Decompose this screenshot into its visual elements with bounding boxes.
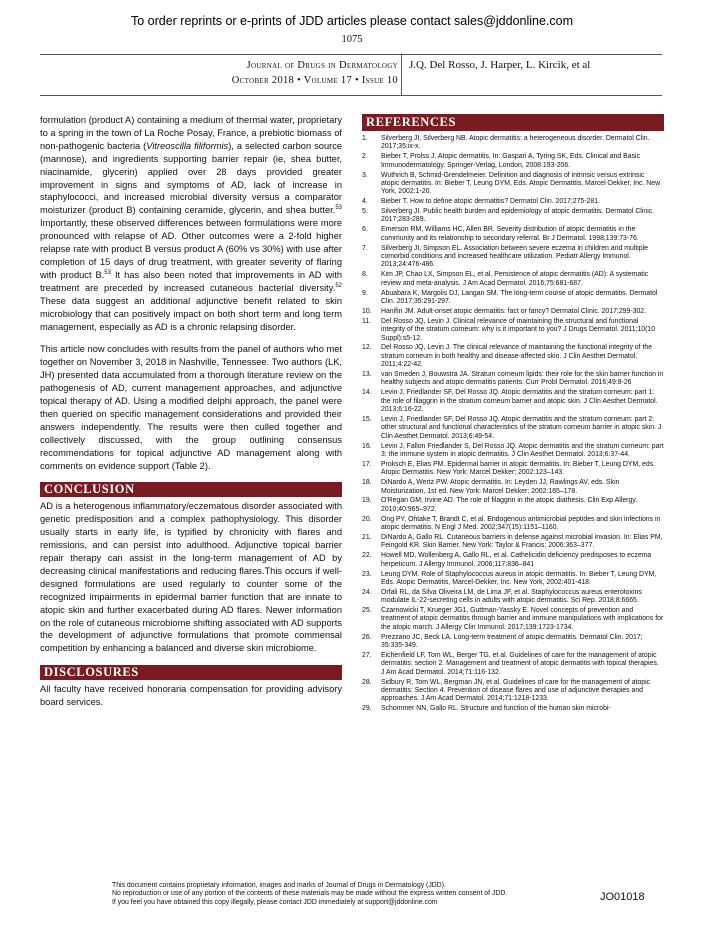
reference-number: 10. (362, 307, 372, 315)
reference-text: Levin J, Friedlander SF, Del Rosso JQ. Atopic dermatitis and the stratum corneum: part 1: the role of filaggrin in the stratum corneum barrier and atopic skin. J Clin Aesthet Dermatol. 2013;6:16-22. (381, 389, 658, 414)
body-paragraph-1: formulation (product A) containing a medium of thermal water, proprietary to a spring in the town of La Roche Posay, France, a prebiotic biomass of non-pathogenic bacteria (Vitreoscilla filiformis), a selected carbon source (mannose), and ingredients supporting barrier repair (ie, shea butter, niacinamide, glycerin) applied over 28 days provided greater improvement in signs and symptoms of AD, lack of increase in staphylococci, and increased microbial diversity versus a comparator moisturizer (product B) containing ceramide, glycerin, and shea butter.$^{53}$ Importantly, these observed differences between formulations were more pronounced with relapse of AD. Other outcomes were a 2-fold higher relapse rate with product B versus product A (60% vs 30%) with use after completion of 15 days of drug treatment, with greater severity of flaring with product B.$^{53}$ It has also been noted that improvements in AD with treatment are preceded by increased cutaneous bacterial diversity.$^{52}$ These data suggest an additional adjunctive benefit related to skin microbiology that can positively impact on both short term and long term management, especially as AD is a chronic relapsing disorder. (40, 115, 343, 332)
reference-text: Levin J, Fallon Friedlander S, Del Rosso JQ. Atopic dermatitis and the stratum corneum: part 3: the immune system in atopic dermatitis. J Clin Aesthet Dermatol. 2013;6:37-44. (381, 442, 664, 458)
reference-item (362, 589, 664, 606)
reference-item (362, 226, 664, 243)
reference-number: 16. (362, 442, 372, 450)
reference-number: 26. (362, 633, 372, 641)
body-paragraph-2: This article now concludes with results from the panel of authors who met together on November 3, 2018 in Nashville, Tennessee. Two authors (LK, JH) presented data accumulated from a thorough literature review on the pathogenesis of AD, current management approaches, and adjunctive topical therapy of AD. Using a modified delphi approach, the panel were then queried on specific management considerations and provided their answers independently. The results were then culled together and collectively discussed, with the group outlining consensus recommendations for topical adjunctive AD management along with comments on evidence support (Table 2). (40, 344, 342, 471)
reference-item (362, 172, 664, 197)
references-heading: REFERENCES (362, 114, 664, 131)
disclosures-heading: DISCLOSURES (40, 665, 342, 680)
reference-text: van Smeden J, Bouwstra JA. Stratum corneum lipids: their role for the skin barrier function in healthy subjects and atopic dermatitis patients. Curr Probl Dermatol. 2016;49:8-26 (381, 371, 664, 387)
reference-number: 20. (362, 515, 372, 523)
references-list (362, 135, 664, 714)
reference-text: Schommer NN, Gallo RL. Structure and function of the human skin microbi- (381, 705, 611, 713)
reference-number: 17. (362, 460, 372, 468)
reference-text: Del Rosso JQ, Levin J. The clinical relevance of maintaining the functional integrity of the stratum corneum in both healthy and disease-affected skin. J Clin Aesthet Dermatol. 2011;4:22-42. (381, 344, 653, 369)
reference-text: Proksch E, Elias PM. Epidermal barrier in atopic dermatitis. In: Bieber T, Leung DYM, eds. Atopic Dermatitis. New York: Marcel Dekker; 2002:123–143. (381, 460, 656, 477)
conclusion-paragraph: AD is a heterogenous inflammatory/eczematous disorder associated with genetic predisposition and a complex pathophysiology. This disorder usually starts in early life, is typified by chronicity with flares and remissions, and can persist into adulthood. Adjunctive topical barrier repair therapy can assist in the long-term management of AD by decreasing clinical manifestations and reducing flares.This occurs if well-designed formulations are used regularly to counter some of the recognized impairments in epidermal barrier function that are innate to atopic skin and further exacerbated during AD flares. Newer information on the role of cutaneous microbiome shifting associated with AD supports the development of adjunctive formulations that promote commensal competition by enhancing a balanced and diverse skin microbiome. (40, 501, 342, 654)
reference-number: 29. (362, 705, 372, 713)
reference-text: Wuthrich B, Schmid-Grendelmeier. Definition and diagnosis of intrinsic versus extrinsic atopic dermatitis. In: Bieber T, Leung DYM, Eds. Atopic Dermatitis, Marcel-Dekker, Inc. New York, 2002:1-20. (381, 171, 661, 196)
reference-number: 23. (362, 570, 372, 578)
reference-number: 8. (362, 271, 368, 279)
reference-number: 1. (362, 135, 368, 142)
reference-number: 3. (362, 171, 368, 179)
disclosures-paragraph: All faculty have received honoraria compensation for providing advisory board services. (40, 684, 342, 708)
reference-item (362, 371, 664, 388)
reference-item (362, 552, 664, 569)
reference-item (362, 153, 664, 170)
article-authors: J.Q. Del Rosso, J. Harper, L. Kircik, et al (409, 59, 591, 71)
page-number: 1075 (341, 34, 363, 45)
reference-number: 25. (362, 607, 372, 615)
reference-item (362, 318, 664, 343)
reference-item (362, 443, 664, 460)
reference-text: Del Rosso JQ, Levin J. Clinical relevance of maintaining the structural and functional integrity of the stratum corneum: why is it important to you? J Drugs Dermatol. 2011;10(10 Suppl):s5-12. (381, 317, 656, 342)
reference-number: 11. (362, 317, 372, 325)
reference-item (362, 571, 664, 588)
reference-text: Prezzano JC, Beck LA. Long-term treatment of atopic dermatitis. Dermatol Clin. 2017; 35:335-349. (381, 633, 643, 650)
reference-text: Orfali RL, da Silva Oliveira LM, de Lima JF, et al. Staphylococcus aureus enterotoxins modulate IL-22-secreting cells in adults with atopic dermatitis. Sci Rep. 2018;8:6665. (381, 588, 642, 605)
reference-text: DiNardo A, Gallo RL. Cutaneous barriers in defense against microbial invasion. In: Elias PM, Feingold KR. Skin Barrier. New York: Taylor & Francis; 2006:363–377. (381, 534, 663, 550)
footer-line: If you feel you have obtained this copy illegally, please contact JDD immediately at support@jddonline.com (112, 898, 438, 906)
reference-number: 19. (362, 497, 372, 505)
reference-number: 4. (362, 198, 368, 206)
reference-item (362, 607, 664, 632)
reference-text: Abuabara K, Margolis DJ, Langan SM. The long-term course of atopic dermatitis. Dermatol Clin. 2017;35:291-297. (381, 289, 658, 305)
reference-item (362, 245, 664, 270)
reference-item (362, 534, 664, 551)
reference-text: Howell MD, Wollenberg A, Gallo RL, et al. Cathelicidin deficiency predisposes to eczema herpeticum. J Allergy Immunol. 2006;117:836–841 (381, 552, 652, 568)
reference-text: Levin J, Friedlander SF, Del Rosso JQ. Atopic dermatitis and the stratum corneum: part 2: other structural and functional characteristics of the stratum corneum barrier in atopic skin. J Clin Aesthet Dermatol. 2013;6:49-54. (381, 415, 662, 440)
reference-text: Silverberg JI, Simpson EL. Association between severe eczema in children and multiple comorbid conditions and increased healthcare utilization. Pediatr Allergy Immunol. 2013;24:476-486. (381, 244, 648, 269)
reference-item (362, 198, 664, 206)
reference-item (362, 290, 664, 307)
reference-number: 6. (362, 226, 368, 234)
reference-number: 14. (362, 389, 372, 397)
journal-title: Journal of Drugs in Dermatology (246, 60, 398, 71)
reference-text: Silverberg JI. Public health burden and epidemiology of atopic dermatitis. Dermatol Clinic. 2017;283-289. (381, 208, 655, 224)
reference-number: 5. (362, 208, 368, 216)
masthead (40, 54, 662, 96)
reference-text: Czarnowicki T, Krueger JG1, Guttman-Yassky E. Novel concepts of prevention and treatment of atopic dermatitis through barrier and immune manipulations with implications for the atopic march. J Allergy Clin Immunol. 2017;139:1723-1734. (381, 607, 664, 631)
reference-item (362, 652, 664, 677)
reference-item (362, 516, 664, 533)
reference-number: 24. (362, 588, 372, 596)
reference-text: Silverberg JI, Silverberg NB. Atopic dermatitis: a heterogeneous disorder. Dermatol Clin. 2017;35:ix-x. (381, 135, 650, 151)
references-section (362, 114, 664, 715)
reference-number: 13. (362, 371, 372, 379)
document-code: JO01018 (600, 891, 645, 903)
reference-item (362, 705, 664, 713)
reference-item (362, 389, 664, 414)
reference-number: 12. (362, 344, 372, 352)
reference-text: Leung DYM. Role of Staphylococcus aureus in atopic dermatitis. In: Bieber T, Leung DYM, Eds. Atopic Dermatitis, Marcel-Dekker, Inc. New York, 2002:401-418. (381, 570, 657, 586)
reference-number: 18. (362, 479, 372, 487)
reference-number: 28. (362, 678, 372, 686)
reference-item (362, 208, 664, 225)
reference-item (362, 135, 664, 152)
reference-text: DiNardo A, Wertz PW. Atopic dermatitis. In: Leyden JJ, Rawlings AV, eds. Skin Moisturization, 1st ed. New York: Marcel Dekker; 2002:165–178. (381, 479, 620, 495)
reference-text: Emerson RM, Williams HC, Allen BR. Severity distribution of atopic dermatitis in the community and its relationship to secondary referral. Br J Dermatol. 1998;139:73-76. (381, 226, 639, 242)
reference-text: Hanifin JM. Adult-onset atopic dermatitis: fact or fancy? Dermatol Clinic. 2017;299-302. (381, 307, 647, 315)
reference-text: O'Regan GM, Irvine AD. The role of filaggrin in the atopic diathesis. Clin Exp Allergy. 2010;40:965–972. (381, 497, 638, 513)
reference-number: 2. (362, 153, 368, 161)
reference-item (362, 271, 664, 288)
reference-number: 27. (362, 652, 372, 660)
reference-number: 9. (362, 289, 368, 297)
reference-item (362, 497, 664, 514)
reference-text: Sidbury R, Tom WL, Bergman JN, et al. Guidelines of care for the management of atopic dermatitis: Section 4. Prevention of disease flares and use of adjunctive therapies and approaches. J Am Acad Dermatol. 2014;71:1218-1233. (381, 678, 651, 703)
reference-text: Ong PY, Ohtake T, Brandt C, et al. Endogenous antimicrobial peptides and skin infections in atopic dermatitis. N Engl J Med. 2002;347(15):1151–1160. (381, 515, 661, 532)
reference-item (362, 344, 664, 369)
copyright-footer (112, 882, 582, 907)
reference-text: Bieber T, Prolss J. Atopic dermatitis. In: Gaspari A, Tyring SK, Eds. Clinical and Basic Immunodermatology. Springer-Verlag, London, 2008:193-206. (381, 153, 641, 169)
reference-item (362, 461, 664, 478)
masthead-divider (401, 55, 402, 95)
journal-info (140, 58, 398, 88)
reference-item (362, 479, 664, 496)
reference-number: 15. (362, 415, 372, 423)
reprint-notice: To order reprints or e-prints of JDD articles please contact sales@jddonline.com (130, 14, 574, 28)
reference-number: 7. (362, 244, 368, 252)
reference-item (362, 634, 664, 651)
reference-number: 21. (362, 534, 372, 541)
reference-text: Eichenfield LF, Tom WL, Berger TG, et al. Guidelines of care for the management of atopic dermatitis: section 2. Management and treatment of atopic dermatitis with topical therapies. J Am Acad Dermatol. 2014;71:116-132. (381, 652, 659, 676)
footer-line: This document contains proprietary information, images and marks of Journal of Drugs in Dermatology (JDD). (112, 882, 446, 889)
reference-item (362, 416, 664, 441)
conclusion-heading: CONCLUSION (40, 482, 342, 497)
reference-text: Bieber T. How to define atopic dermatitis? Dermatol Clin. 2017;275-281. (381, 198, 600, 206)
reference-item (362, 308, 664, 316)
reference-text: Kim JP, Chao LX, Simpson EL, et al. Persistence of atopic dermatitis (AD): A systematic review and meta-analysis. J Am Acad Dermatol. 2016;75:681-687. (381, 271, 649, 287)
footer-line: No reproduction or use of any portion of the contents of these materials may be made without the express written consent of JDD. (112, 890, 508, 898)
reference-number: 22. (362, 552, 372, 560)
article-body (40, 114, 342, 719)
journal-issue: October 2018 • Volume 17 • Issue 10 (231, 75, 398, 86)
reference-item (362, 679, 664, 704)
